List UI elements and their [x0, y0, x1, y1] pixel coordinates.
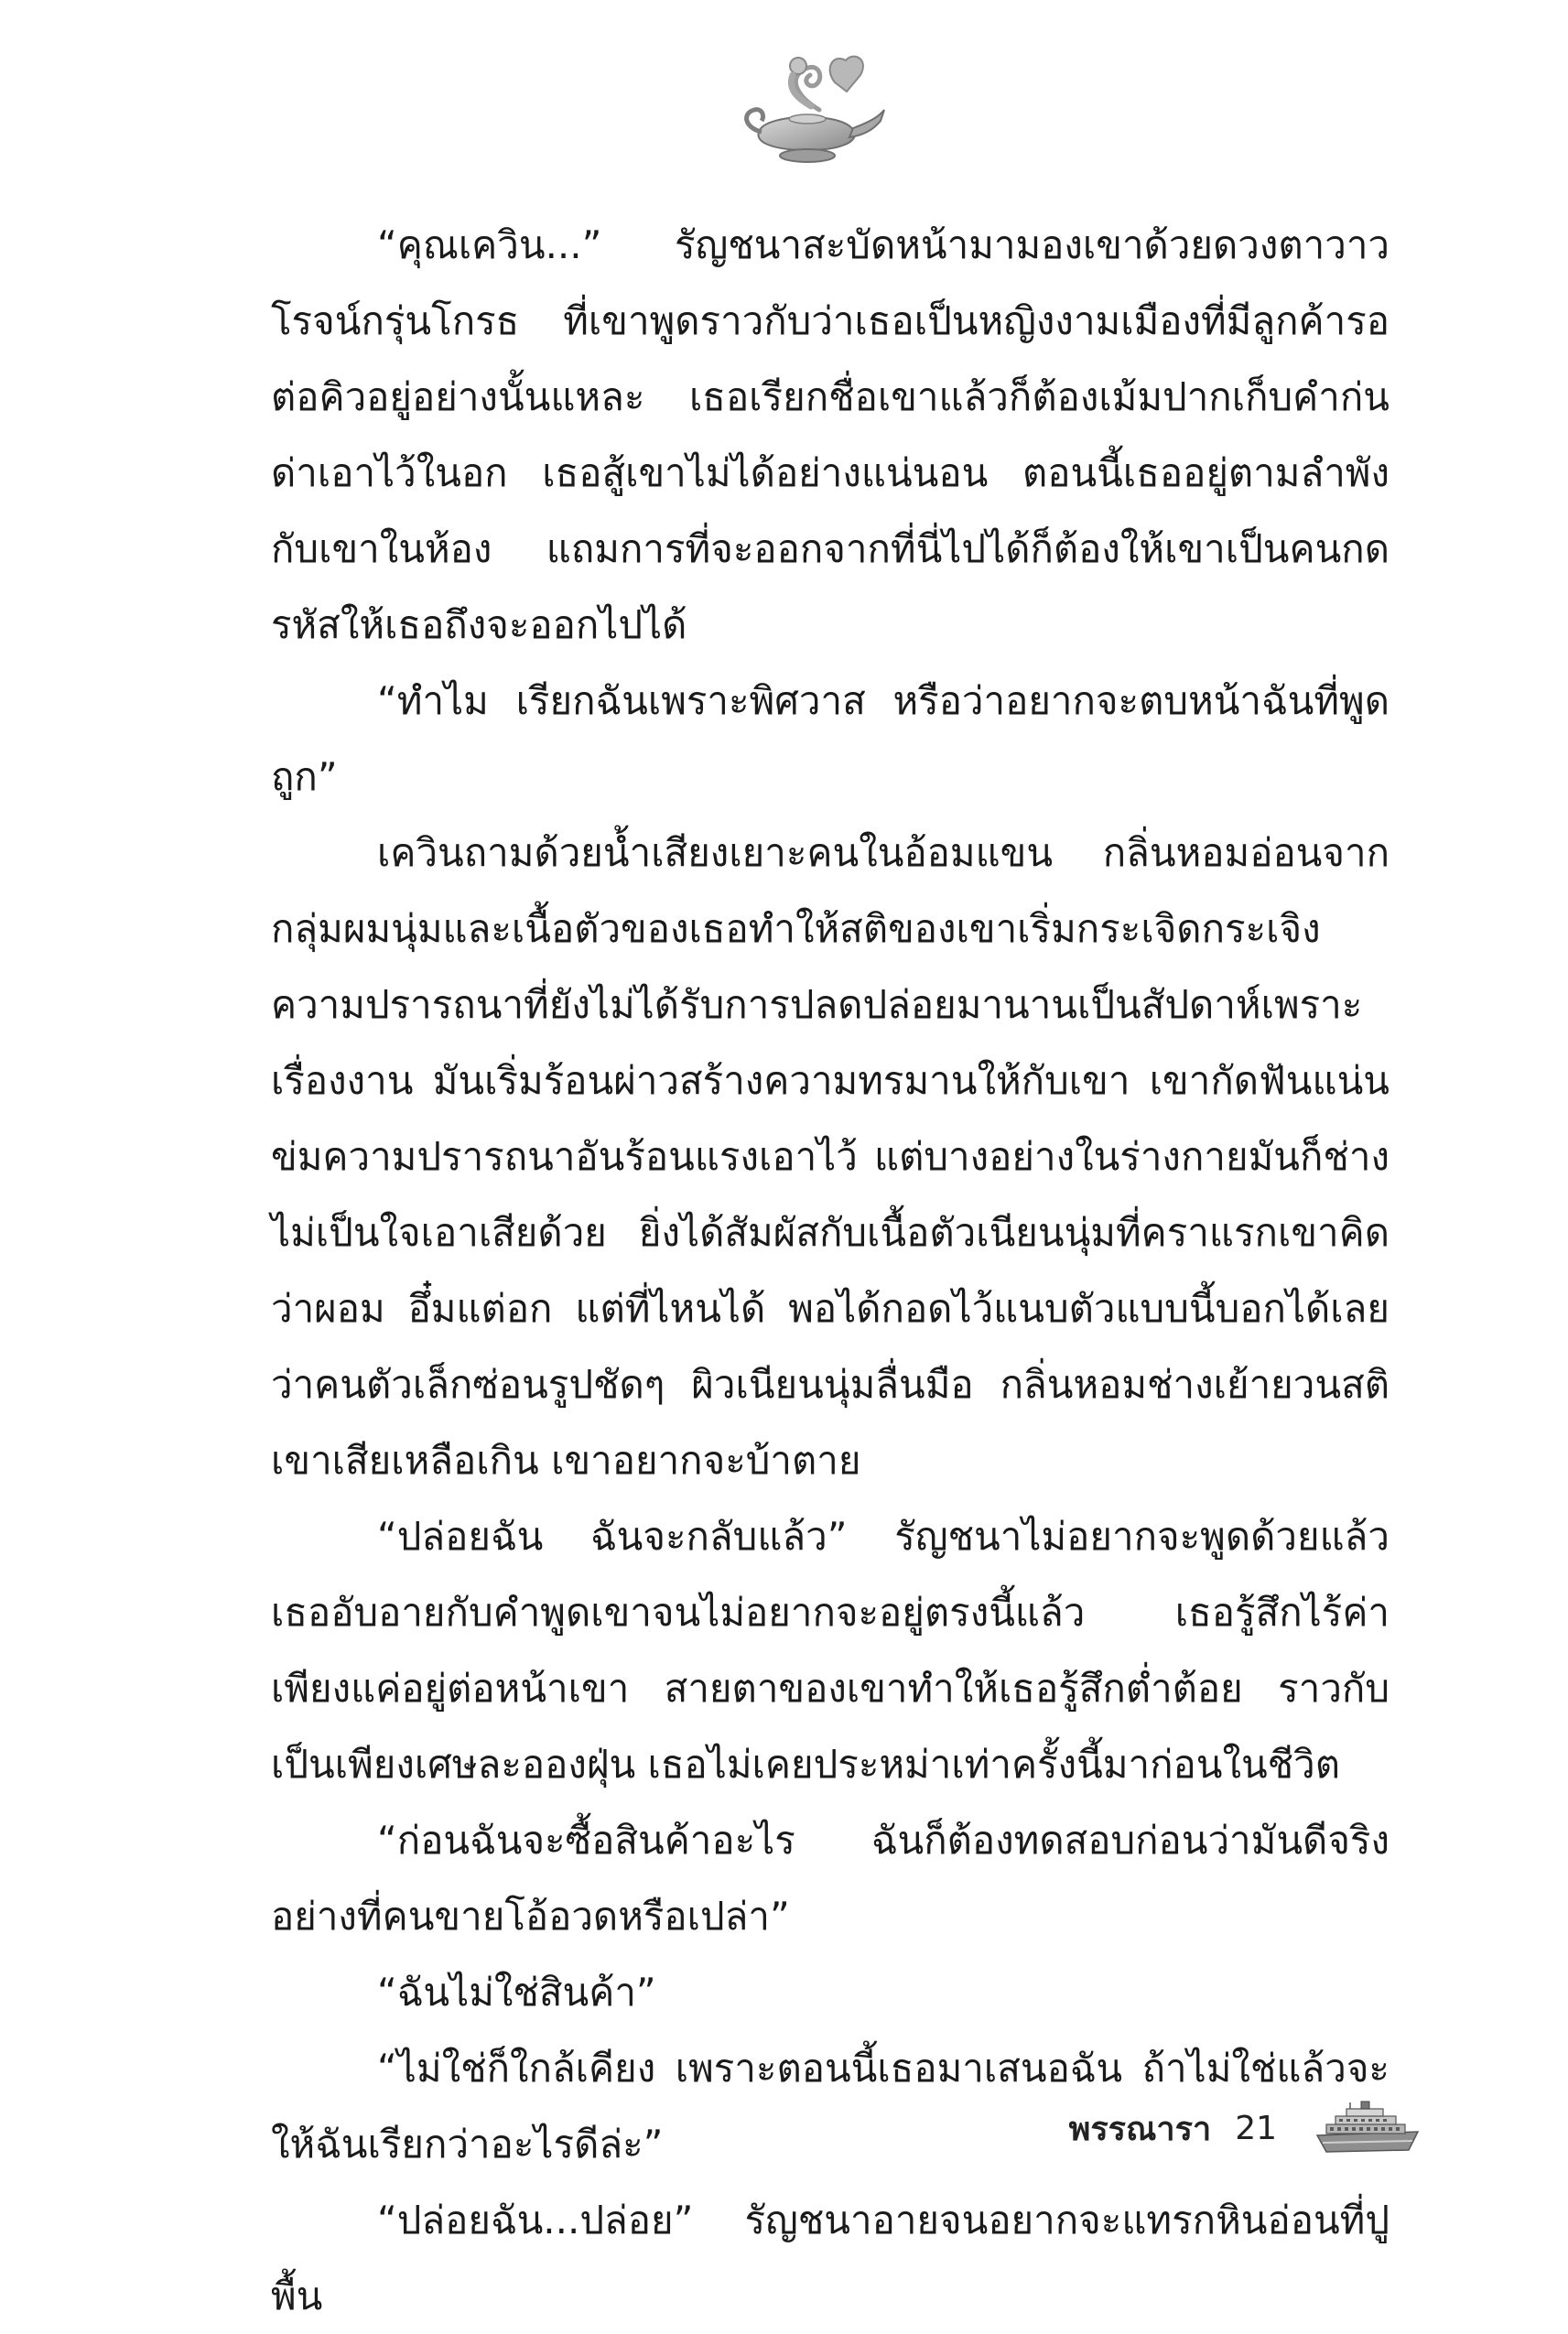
- paragraph: “คุณเควิน...” รัญชนาสะบัดหน้ามามองเขาด้วยดวงตาวาวโรจน์กรุ่นโกรธ ที่เขาพูดราวกับว่าเธอเป็นหญิงงามเมืองที่มีลูกค้ารอต่อคิวอยู่อย่างนั้นแหละ เธอเรียกชื่อเขาแล้วก็ต้องเม้มปากเก็บคำก่นด่าเอาไว้ในอก เธอสู้เขาไม่ได้อย่างแน่นอน ตอนนี้เธออยู่ตามลำพังกับเขาในห้อง แถมการที่จะออกจากที่นี่ไปได้ก็ต้องให้เขาเป็นคนกดรหัสให้เธอถึงจะออกไปได้: [271, 222, 1390, 647]
- paragraph: “ปล่อยฉัน...ปล่อย” รัญชนาอายจนอยากจะแทรกหินอ่อนที่ปูพื้น: [271, 2198, 1390, 2318]
- genie-lamp-icon: [732, 46, 888, 169]
- ship-icon: [1314, 2101, 1422, 2156]
- paragraph: “ปล่อยฉัน ฉันจะกลับแล้ว” รัญชนาไม่อยากจะพูดด้วยแล้ว เธออับอายกับคำพูดเขาจนไม่อยากจะอยู่ตรงนี้แล้ว เธอรู้สึกไร้ค่าเพียงแค่อยู่ต่อหน้าเขา สายตาของเขาทำให้เธอรู้สึกต่ำต้อย ราวกับเป็นเพียงเศษละอองฝุ่น เธอไม่เคยประหม่าเท่าครั้งนี้มาก่อนในชีวิต: [271, 1514, 1390, 1787]
- page-footer: [1069, 2101, 1422, 2156]
- page-number: 21: [1235, 2109, 1277, 2147]
- paragraph: “ทำไม เรียกฉันเพราะพิศวาส หรือว่าอยากจะตบหน้าฉันที่พูดถูก”: [271, 678, 1390, 799]
- paragraph: เควินถามด้วยน้ำเสียงเยาะคนในอ้อมแขน กลิ่นหอมอ่อนจากกลุ่มผมนุ่มและเนื้อตัวของเธอทำให้สติของเขาเริ่มกระเจิดกระเจิง ความปรารถนาที่ยังไม่ได้รับการปลดปล่อยมานานเป็นสัปดาห์เพราะเรื่องงาน มันเริ่มร้อนผ่าวสร้างความทรมานให้กับเขา เขากัดฟันแน่นข่มความปรารถนาอันร้อนแรงเอาไว้ แต่บางอย่างในร่างกายมันก็ช่างไม่เป็นใจเอาเสียด้วย ยิ่งได้สัมผัสกับเนื้อตัวเนียนนุ่มที่คราแรกเขาคิดว่าผอม อึ๋มแต่อก แต่ที่ไหนได้ พอได้กอดไว้แนบตัวแบบนี้บอกได้เลยว่าคนตัวเล็กซ่อนรูปชัดๆ ผิวเนียนนุ่มลื่นมือ กลิ่นหอมช่างเย้ายวนสติเขาเสียเหลือเกิน เขาอยากจะบ้าตาย: [271, 830, 1390, 1483]
- paragraph: “ไม่ใช่ก็ใกล้เคียง เพราะตอนนี้เธอมาเสนอฉัน ถ้าไม่ใช่แล้วจะให้ฉันเรียกว่าอะไรดีล่ะ”: [271, 2046, 1390, 2167]
- story-text: [271, 207, 1390, 2334]
- paragraph: “ฉันไม่ใช่สินค้า”: [377, 1970, 656, 2015]
- paragraph: “ก่อนฉันจะซื้อสินค้าอะไร ฉันก็ต้องทดสอบก่อนว่ามันดีจริงอย่างที่คนขายโอ้อวดหรือเปล่า”: [271, 1818, 1390, 1939]
- author-name: พรรณารา: [1068, 2110, 1212, 2148]
